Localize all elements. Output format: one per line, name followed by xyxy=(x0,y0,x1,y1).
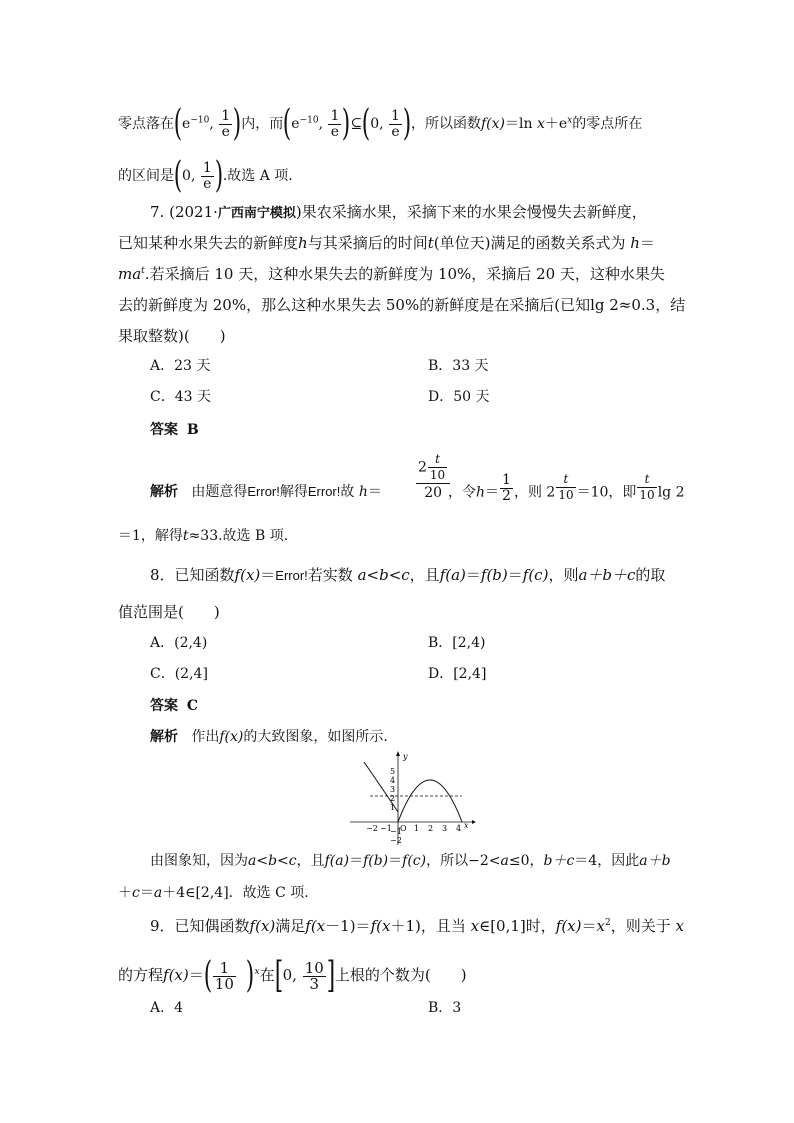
x-tick-neg2: −2 xyxy=(366,824,378,833)
q7-option-a[interactable] xyxy=(150,356,210,376)
exponent: x xyxy=(254,967,260,977)
q8-solution-line-3 xyxy=(118,883,309,903)
math: t xyxy=(182,528,189,544)
q8-solution-line-2 xyxy=(150,851,671,871)
math: f(x) xyxy=(163,966,189,984)
math: t xyxy=(427,234,434,252)
denominator: 10 xyxy=(558,488,574,502)
text: 0, xyxy=(370,116,384,132)
text: ＝ xyxy=(349,853,364,869)
text: ＋ xyxy=(118,885,132,901)
y-tick-neg2: −2 xyxy=(390,836,402,845)
text: (单位 xyxy=(433,234,470,252)
math: f(x xyxy=(370,917,391,935)
x-axis-label: x xyxy=(464,821,469,830)
q7-line-5 xyxy=(118,326,226,346)
q9-option-b[interactable] xyxy=(428,998,461,1018)
error-placeholder: Error! xyxy=(247,484,280,499)
exponent-fraction xyxy=(556,472,575,503)
text: e xyxy=(182,116,191,132)
denominator: 10 xyxy=(214,974,234,993)
text: 的方程 xyxy=(118,966,164,984)
text: ⊆ xyxy=(350,116,363,132)
x-tick-4: 4 xyxy=(456,824,462,833)
text: ＝ xyxy=(188,966,204,984)
text: 零点落在 xyxy=(118,116,174,132)
text: 8．已知函数 xyxy=(150,566,235,584)
answer-label: 答案 xyxy=(150,421,178,437)
x-tick-neg1: −1 xyxy=(380,824,392,833)
option-text: A．4 xyxy=(150,1000,184,1016)
math: b＋c xyxy=(543,853,575,869)
denominator: e xyxy=(391,123,400,140)
text: 由题意得 xyxy=(191,484,248,500)
solution-line-1: 零点落在($e^{-10}$, $\frac{1}{e}$ )内，而($e^{-10}$, $\frac{1}{e}$ )⊆(0, $\frac{1}{e}$ )，所以函数f(x)＝ln $x+e^x$的零点所在 xyxy=(118,103,643,144)
math: ma xyxy=(118,265,142,283)
math: f(x) xyxy=(234,566,261,584)
y-axis-label: y xyxy=(403,752,408,761)
math: f(c) xyxy=(402,853,427,869)
math: h xyxy=(476,484,486,501)
text: 的零点所在 xyxy=(572,116,643,132)
big-paren: ( xyxy=(173,103,183,144)
q7-solution-line-1b xyxy=(448,472,685,504)
q8-line-2 xyxy=(118,602,220,622)
text: ＝1，解得 xyxy=(118,528,183,544)
math: a＋b xyxy=(639,853,671,869)
option-text: D．[2,4] xyxy=(428,666,487,682)
q9-line-1 xyxy=(150,916,684,936)
answer-label: 答案 xyxy=(150,697,178,713)
x-tick-1: 1 xyxy=(414,824,420,833)
math: f(x) xyxy=(219,729,244,745)
fraction-1-over-e xyxy=(201,161,214,192)
math: a xyxy=(153,885,163,901)
text: .故选 A 项. xyxy=(222,168,293,184)
solution-label: 解析 xyxy=(150,483,178,499)
text: ≤0， xyxy=(508,853,544,869)
math: f(x) xyxy=(555,917,582,935)
denominator: 10 xyxy=(639,488,655,502)
fraction-1-over-e xyxy=(328,109,341,140)
q8-option-a[interactable] xyxy=(150,633,207,653)
math: h xyxy=(358,484,368,500)
text: ，且 xyxy=(409,566,440,584)
q7-solution-line-1 xyxy=(150,481,382,502)
fraction-1-over-e xyxy=(219,109,232,140)
big-paren: ) xyxy=(232,103,242,144)
answer-value: B xyxy=(186,422,199,438)
fraction-10-over-3 xyxy=(303,958,326,993)
question-number: 7. xyxy=(150,203,165,221)
exponent: t xyxy=(141,266,145,276)
math: c xyxy=(132,885,140,901)
text: 的取 xyxy=(635,566,666,584)
text: ＝ xyxy=(485,484,500,501)
math: f(x) xyxy=(481,116,506,132)
math: x xyxy=(470,917,480,935)
option-text: D．50 天 xyxy=(428,389,490,405)
math: f(b) xyxy=(480,566,508,584)
x-axis-arrow xyxy=(472,820,476,824)
numerator: t xyxy=(637,472,656,488)
denominator: 2 xyxy=(502,488,511,504)
text: lg 2 xyxy=(657,484,685,501)
text: 上根的个数为( ) xyxy=(334,966,467,984)
text: 值范围是( ) xyxy=(118,603,220,621)
text: ＝ xyxy=(507,566,523,584)
error-placeholder: Error! xyxy=(275,568,308,583)
text: ＝ xyxy=(388,853,403,869)
option-text: C．43 天 xyxy=(150,389,211,405)
option-text: B．[2,4) xyxy=(428,635,486,651)
denominator: 20 xyxy=(424,485,443,501)
numerator: t xyxy=(556,472,575,488)
math: a＋b＋c xyxy=(578,566,636,584)
y-tick-5: 5 xyxy=(390,767,396,776)
q7-solution-line-2 xyxy=(118,526,288,546)
denominator: 3 xyxy=(309,974,320,993)
x-tick-origin: O xyxy=(400,824,407,833)
text: ∈[0,1]时， xyxy=(479,917,556,935)
text: ＋4∈[2,4]．故选 C 项. xyxy=(162,885,309,901)
fraction-1-over-10 xyxy=(213,958,236,993)
fraction-1-over-e xyxy=(389,109,402,140)
solution-line-2: 的区间是(0, $\frac{1}{e}$ ).故选 A 项. xyxy=(118,155,293,196)
text: ＝ xyxy=(639,234,655,252)
denominator: e xyxy=(330,123,340,140)
source-tag: 广西南宁模拟 xyxy=(217,205,296,220)
text: ＋1)，且当 xyxy=(390,917,466,935)
q7-option-c[interactable] xyxy=(150,387,211,407)
text: ＝ xyxy=(465,566,481,584)
text: ，令 xyxy=(448,484,476,501)
q7-line-3 xyxy=(118,264,665,284)
text: 9．已知偶函数 xyxy=(150,917,250,935)
math: h xyxy=(630,234,640,252)
text: e xyxy=(291,116,300,132)
math: x xyxy=(536,116,545,132)
q8-answer xyxy=(150,695,198,716)
fraction-2-pow-t-over-10-over-20 xyxy=(416,452,450,502)
math: x xyxy=(675,917,684,935)
error-placeholder: Error! xyxy=(307,484,341,499)
exponent: 2 xyxy=(604,918,611,928)
text: 与其采摘后的时间 xyxy=(307,234,428,252)
math: x xyxy=(596,917,605,935)
text: 作出 xyxy=(191,729,220,745)
math: a<b<c xyxy=(357,566,410,584)
q7-answer xyxy=(150,419,199,440)
math: f(a) xyxy=(324,853,350,869)
text: 由图象知，因为 xyxy=(150,853,248,869)
text: (2021· xyxy=(169,203,218,221)
text: ，且 xyxy=(296,853,325,869)
text: ＝4，因此 xyxy=(574,853,640,869)
q7-line-2 xyxy=(118,233,655,253)
option-text: B．3 xyxy=(428,1000,462,1016)
q8-line-1 xyxy=(150,565,665,586)
text: ，则 2 xyxy=(513,484,556,501)
q8-option-c[interactable] xyxy=(150,664,208,684)
math: h xyxy=(298,234,308,252)
solution-label: 解析 xyxy=(150,728,178,744)
option-text: A．23 天 xyxy=(150,358,211,374)
numerator: 1 xyxy=(330,107,340,124)
text: 0, xyxy=(182,168,196,184)
text: 故 xyxy=(340,484,355,500)
math: a xyxy=(500,853,509,869)
text: 内，而 xyxy=(241,116,284,132)
exponent: −10 xyxy=(190,115,210,126)
text: )果农采摘水果，采摘下来的水果会慢慢失去新鲜度， xyxy=(295,203,647,221)
text: 0, xyxy=(282,966,297,984)
q7-option-b[interactable] xyxy=(428,356,489,376)
text: ≈33.故选 B 项. xyxy=(188,528,289,544)
math: a<b<c xyxy=(248,853,297,869)
text: ，则关于 xyxy=(610,917,671,935)
answer-value: C xyxy=(186,698,199,714)
numerator: t xyxy=(428,452,447,468)
numerator: 1 xyxy=(502,472,511,488)
y-tick-neg1: −1 xyxy=(390,827,402,836)
fraction-t-over-10 xyxy=(637,472,656,503)
text: 的大致图象，如图所示. xyxy=(243,729,388,745)
numerator: 1 xyxy=(391,107,400,124)
math: f(a) xyxy=(439,566,466,584)
text: 天 xyxy=(469,234,485,252)
y-axis-arrow xyxy=(396,751,400,756)
q7-option-d[interactable] xyxy=(428,387,490,407)
option-text: A．(2,4) xyxy=(150,635,208,651)
option-text: C．(2,4] xyxy=(150,666,208,682)
text: 若实数 xyxy=(307,566,353,584)
fraction-1-over-2 xyxy=(500,473,513,504)
text: ，所以函数 xyxy=(411,116,481,132)
text: .若采摘后 10 天，这种水果失去的新鲜度为 10%，采摘后 20 天，这种水果失 xyxy=(144,265,665,283)
text: 解得 xyxy=(279,484,308,500)
x-tick-2: 2 xyxy=(428,824,434,833)
y-tick-2: 2 xyxy=(390,794,396,803)
denominator: 10 xyxy=(429,468,446,482)
text: , xyxy=(209,116,214,132)
text: )满足的函数关系式为 xyxy=(484,234,626,252)
text: 在 xyxy=(259,966,275,984)
q9-option-a[interactable] xyxy=(150,998,183,1018)
function-graph xyxy=(350,750,480,850)
option-text: B．33 天 xyxy=(428,358,489,374)
numerator: 1 xyxy=(221,107,231,124)
math: f(x) xyxy=(249,917,276,935)
text: ＝ xyxy=(260,566,276,584)
exponent: x xyxy=(567,115,573,126)
q8-solution-line-1 xyxy=(150,726,388,747)
text: ＝ln xyxy=(505,116,533,132)
text: ＝ xyxy=(581,917,597,935)
text: ＝ xyxy=(367,484,382,500)
text: 果取整数)( ) xyxy=(118,327,226,345)
math: f(c) xyxy=(522,566,549,584)
numerator: 1 xyxy=(202,159,212,176)
denominator: e xyxy=(221,123,230,140)
denominator: e xyxy=(203,175,212,192)
base: 2 xyxy=(418,459,427,476)
q9-line-2: 的方程f(x)＝( $\frac{1}{10}$ )$^x$在[0, $\frac{10}{3}$ ]上根的个数为( ) xyxy=(118,955,467,996)
text: ，则 xyxy=(548,566,579,584)
numerator: 10 xyxy=(304,958,324,977)
text: ，所以−2< xyxy=(426,853,501,869)
y-tick-1: 1 xyxy=(390,803,396,812)
text: 的区间是 xyxy=(118,168,174,184)
text: －1)＝ xyxy=(325,917,371,935)
text: 满足 xyxy=(275,917,306,935)
text: ＝10，即 xyxy=(576,484,637,501)
math: f(x xyxy=(305,917,326,935)
x-tick-3: 3 xyxy=(442,824,448,833)
text: ＋e xyxy=(544,116,568,132)
text: , xyxy=(318,116,324,132)
text: ＝ xyxy=(139,885,154,901)
math: f(b) xyxy=(363,853,389,869)
q8-option-b[interactable] xyxy=(428,633,485,653)
exponent-fraction xyxy=(428,452,447,483)
y-tick-4: 4 xyxy=(390,776,396,785)
exponent: −10 xyxy=(299,115,319,126)
q7-line-4 xyxy=(118,295,685,315)
q8-option-d[interactable] xyxy=(428,664,486,684)
y-tick-3: 3 xyxy=(390,785,396,794)
parabola xyxy=(398,780,462,822)
text: 已知某种水果失去的新鲜度 xyxy=(118,234,299,252)
q7-line-1 xyxy=(150,202,647,223)
text: 去的新鲜度为 20%，那么这种水果失去 50%的新鲜度是在采摘后(已知lg 2≈0.3，结 xyxy=(118,296,686,314)
numerator: 1 xyxy=(213,961,236,977)
